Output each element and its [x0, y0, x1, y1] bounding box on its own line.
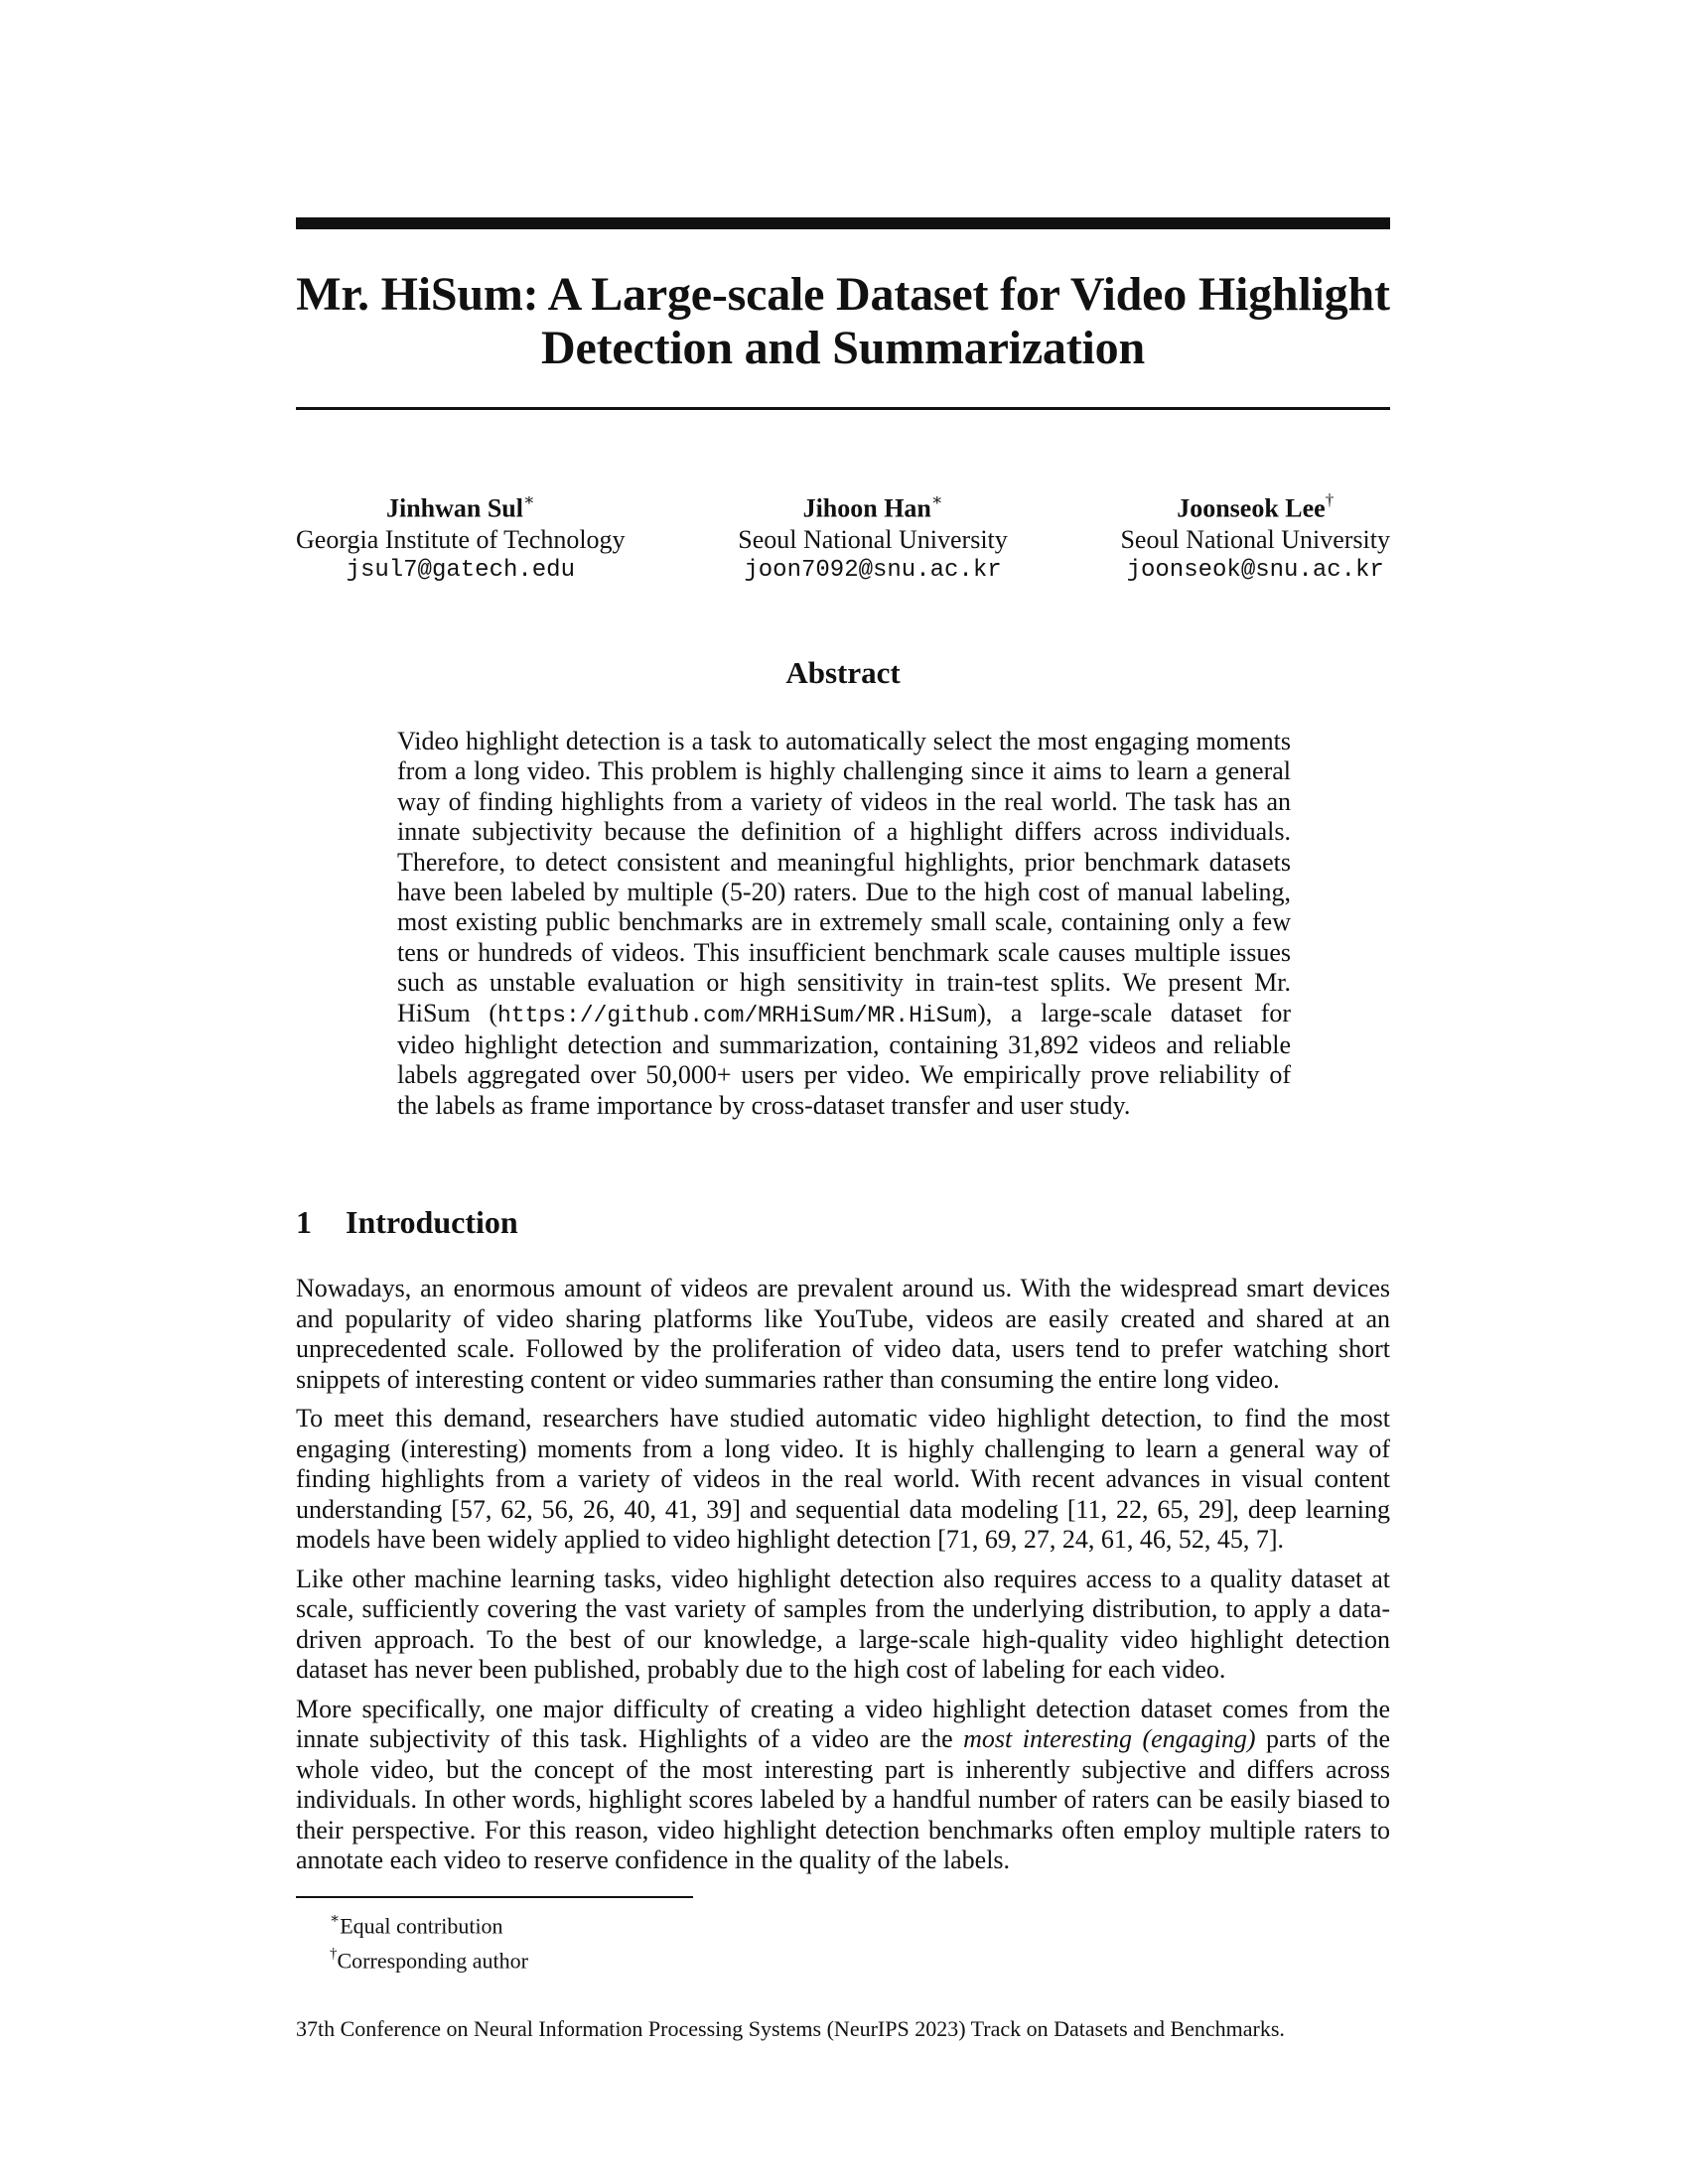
abstract-heading: Abstract	[785, 655, 901, 690]
section-heading-introduction	[296, 1204, 518, 1240]
footnote-text: Corresponding author	[337, 1948, 528, 1974]
author-mark: †	[1325, 490, 1335, 509]
footnote-2	[330, 1941, 528, 1976]
venue-footer: 37th Conference on Neural Information Processing Systems (NeurIPS 2023) Track on Datasets and Benchmarks.	[296, 2016, 1285, 2041]
author-block	[296, 486, 1390, 586]
title-line-1: Mr. HiSum: A Large-scale Dataset for Video Highlight	[296, 268, 1390, 321]
author-name: Jinhwan Sul	[385, 493, 523, 523]
author-1	[296, 486, 626, 586]
footnote-1	[330, 1906, 528, 1941]
abstract-text	[397, 727, 1291, 1121]
author-affiliation: Seoul National University	[1120, 524, 1390, 554]
emphasis-text: most interesting (engaging)	[963, 1724, 1256, 1753]
author-name: Jihoon Han	[802, 493, 931, 523]
author-mark: ∗	[523, 490, 535, 509]
introduction-body	[296, 1274, 1390, 1885]
author-name: Joonseok Lee	[1177, 493, 1326, 523]
author-3	[1120, 486, 1390, 586]
github-link[interactable]: https://github.com/MRHiSum/MR.HiSum	[497, 1002, 978, 1028]
author-email[interactable]: jsul7@gatech.edu	[346, 556, 575, 584]
paragraph-1: Nowadays, an enormous amount of videos are prevalent around us. With the widespread smart devices and popularity of video sharing platforms like YouTube, videos are easily created and shared at an unprecedented scale. Followed by the proliferation of video data, users tend to prefer watching short snippets of interesting content or video summaries rather than consuming the entire long video.	[296, 1274, 1390, 1394]
title-top-rule	[296, 217, 1390, 229]
paragraph-2: To meet this demand, researchers have studied automatic video highlight detection, to find the most engaging (interesting) moments from a long video. It is highly challenging to learn a general way of finding highlights from a variety of videos in the real world. With recent advances in visual content understanding [57, 62, 56, 26, 40, 41, 39] and sequential data modeling [11, 22, 65, 29], deep learning models have been widely applied to video highlight detection [71, 69, 27, 24, 61, 46, 52, 45, 7].	[296, 1404, 1390, 1554]
paragraph-4: More specifically, one major difficulty of creating a video highlight detection dataset comes from the innate subjectivity of this task. Highlights of a video are the most interesting (engaging) parts of the whole video, but the concept of the most interesting part is inherently subjective and differs across individuals. In other words, highlight scores labeled by a handful number of raters can be easily biased to their perspective. For this reason, video highlight detection benchmarks often employ multiple raters to annotate each video to reserve confidence in the quality of the labels.	[296, 1694, 1391, 1874]
title-line-2: Detection and Summarization	[541, 322, 1145, 374]
footnotes	[330, 1906, 528, 1977]
author-mark: ∗	[930, 490, 943, 509]
paragraph-3: Like other machine learning tasks, video highlight detection also requires access to a quality dataset at scale, sufficiently covering the vast variety of samples from the underlying distribution, to apply a data-driven approach. To the best of our knowledge, a large-scale high-quality video highlight detection dataset has never been published, probably due to the high cost of labeling for each video.	[296, 1564, 1390, 1684]
author-email[interactable]: joonseok@snu.ac.kr	[1126, 556, 1384, 584]
paper-title	[296, 268, 1390, 375]
title-bottom-rule	[296, 407, 1390, 410]
section-number: 1	[296, 1204, 312, 1240]
author-2	[738, 486, 1008, 586]
footnote-mark: †	[330, 1946, 338, 1963]
footnote-rule	[296, 1896, 693, 1898]
footnote-text: Equal contribution	[340, 1913, 503, 1939]
author-affiliation: Georgia Institute of Technology	[296, 524, 626, 554]
author-email[interactable]: joon7092@snu.ac.kr	[744, 556, 1002, 584]
author-affiliation: Seoul National University	[738, 524, 1008, 554]
footnote-mark: ∗	[330, 1911, 341, 1927]
abstract-text-part-2: ), a large-scale dataset for video highlight detection and summarization, containing 31,892 videos and reliable labels aggregated over 50,000+ users per video. We empirically prove reliability of the labels as frame importance by cross-dataset transfer and user study.	[397, 998, 1292, 1120]
abstract-text-part-1: Video highlight detection is a task to automatically select the most engaging moments from a long video. This problem is highly challenging since it aims to learn a general way of finding highlights from a variety of videos in the real world. The task has an innate subjectivity because the definition of a highlight differs across individuals. Therefore, to detect consistent and meaningful highlights, prior benchmark datasets have been labeled by multiple (5-20) raters. Due to the high cost of manual labeling, most existing public benchmarks are in extremely small scale, containing only a few tens or hundreds of videos. This insufficient benchmark scale causes multiple issues such as unstable evaluation or high sensitivity in train-test splits. We present Mr. HiSum (	[397, 727, 1291, 1027]
section-title: Introduction	[346, 1204, 518, 1240]
